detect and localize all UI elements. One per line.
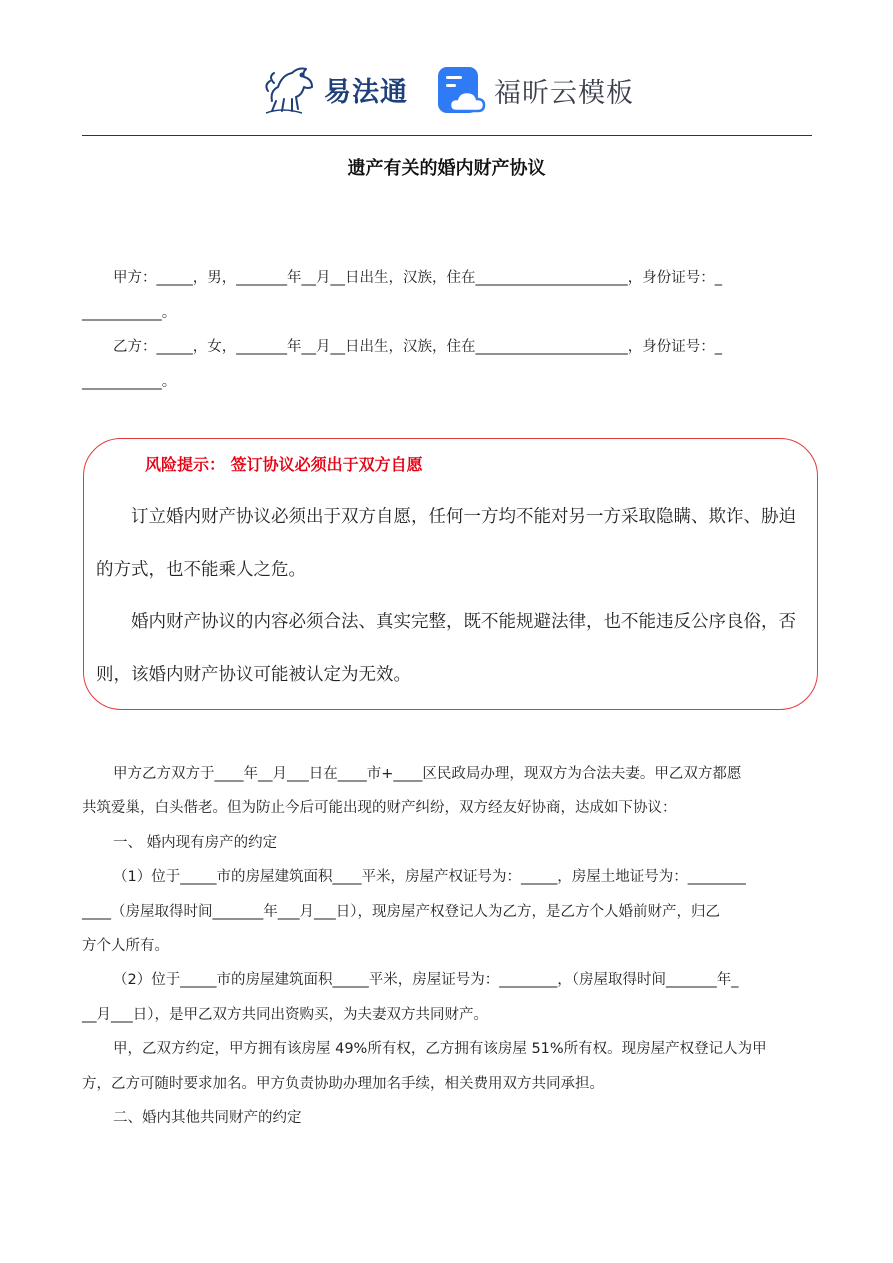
foxit-template-logo xyxy=(436,64,634,116)
item-1-line: （1）位于_____市的房屋建筑面积____平米，房屋产权证号为：_____，房屋土地证号为：________ xyxy=(113,869,746,885)
party-a-line-continued: ___________。 xyxy=(82,305,177,321)
item-2-line-continued: __月___日），是甲乙双方共同出资购买，为夫妻双方共同财产。 xyxy=(82,1007,488,1023)
document-title: 遗产有关的婚内财产协议 xyxy=(347,158,546,179)
doc-cloud-icon xyxy=(436,65,486,115)
ownership-share-paragraph-continued: 方，乙方可随时要求加名。甲方负责协助办理加名手续，相关费用双方共同承担。 xyxy=(82,1076,604,1092)
header-divider xyxy=(82,135,812,136)
item-1-line-end: 方个人所有。 xyxy=(82,938,169,954)
item-1-line-continued: ____（房屋取得时间_______年___月___日），现房屋产权登记人为乙方，是乙方个人婚前财产，归乙 xyxy=(82,904,720,920)
party-b-line-continued: ___________。 xyxy=(82,374,177,390)
ownership-share-paragraph: 甲，乙双方约定，甲方拥有该房屋 49%所有权，乙方拥有该房屋 51%所有权。现房屋产权登记人为甲 xyxy=(113,1041,767,1057)
risk-notice-title: 风险提示： 签订协议必须出于双方自愿 xyxy=(145,455,423,474)
yifatong-logo-text: 易法通 xyxy=(324,76,408,108)
risk-paragraph-1: 订立婚内财产协议必须出于双方自愿，任何一方均不能对另一方采取隐瞒、欺诈、胁迫 xyxy=(131,507,796,527)
risk-paragraph-1-continued: 的方式，也不能乘人之危。 xyxy=(96,560,306,580)
party-a-line: 甲方：_____，男，_______年__月__日出生，汉族，住在_____________________，身份证号：_ xyxy=(113,270,722,286)
section-1-heading: 一、 婚内现有房产的约定 xyxy=(113,835,278,851)
party-b-line: 乙方：_____，女，_______年__月__日出生，汉族，住在_____________________，身份证号：_ xyxy=(113,339,722,355)
risk-paragraph-2-continued: 则，该婚内财产协议可能被认定为无效。 xyxy=(96,665,411,685)
section-2-heading: 二、婚内其他共同财产的约定 xyxy=(113,1110,302,1126)
page-header xyxy=(0,60,893,124)
qilin-icon xyxy=(262,61,320,117)
yifatong-logo xyxy=(262,60,412,118)
intro-paragraph-continued: 共筑爱巢，白头偕老。但为防止今后可能出现的财产纠纷，双方经友好协商，达成如下协议： xyxy=(82,800,677,816)
intro-paragraph: 甲方乙方双方于____年__月___日在____市+____区民政局办理，现双方为合法夫妻。甲乙双方都愿 xyxy=(113,766,742,782)
foxit-template-logo-text: 福昕云模板 xyxy=(494,77,634,109)
risk-paragraph-2: 婚内财产协议的内容必须合法、真实完整，既不能规避法律，也不能违反公序良俗，否 xyxy=(131,612,796,632)
item-2-line: （2）位于_____市的房屋建筑面积_____平米，房屋证号为：________，（房屋取得时间_______年_ xyxy=(113,972,739,988)
